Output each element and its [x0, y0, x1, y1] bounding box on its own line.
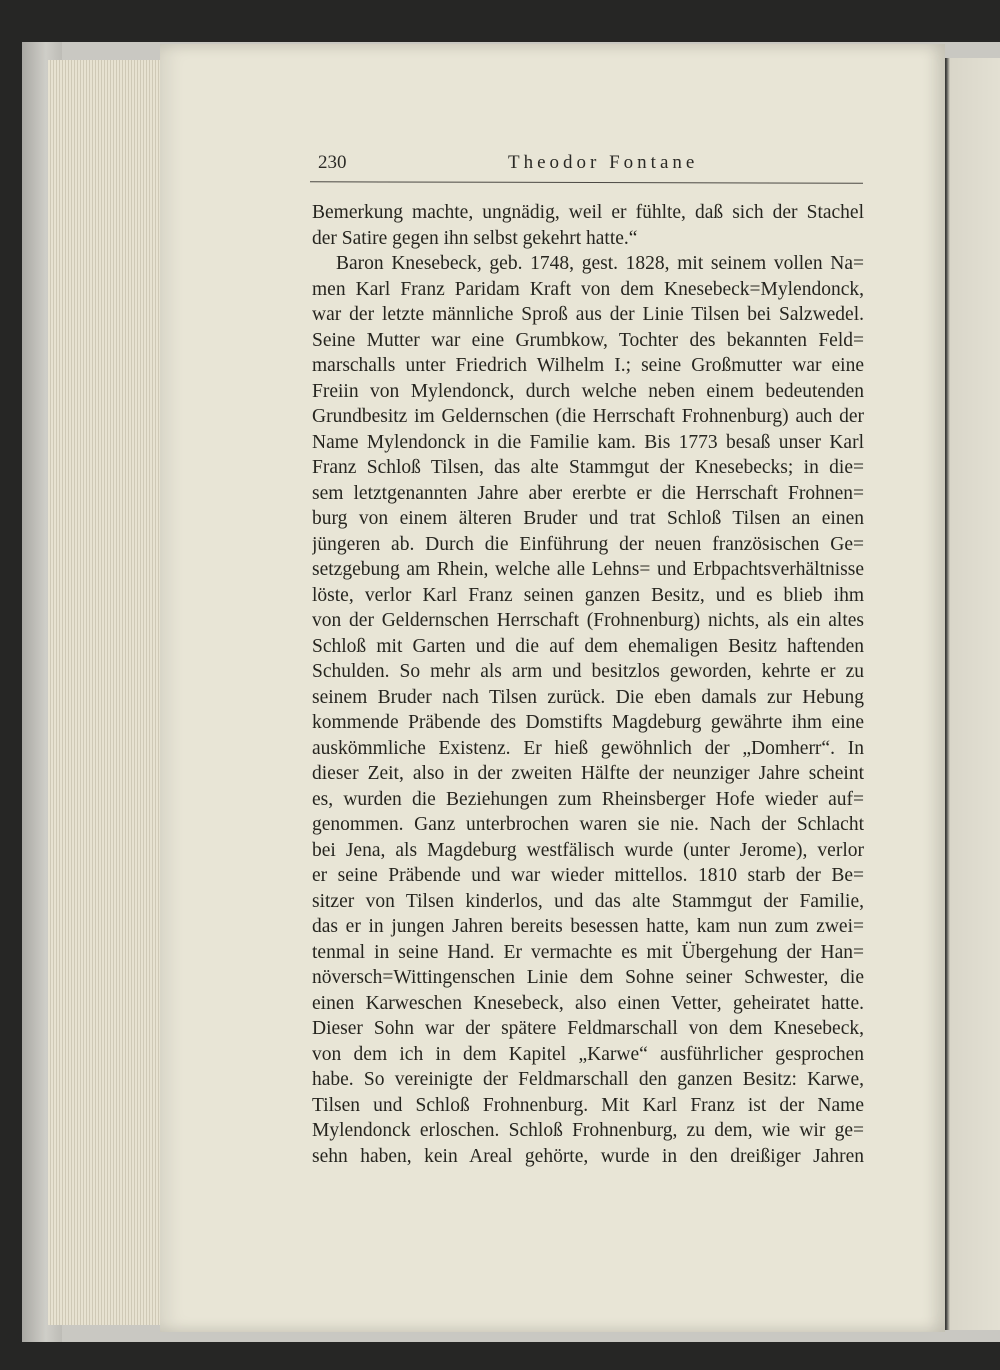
text-line: Freiin von Mylendonck, durch welche neben einem bedeutenden: [312, 380, 864, 402]
text-line: Dieser Sohn war der spätere Feldmarschall von dem Knesebeck,: [312, 1018, 864, 1039]
text-line: der Satire gegen ihn selbst gekehrt hatte.“: [312, 227, 638, 249]
text-line: bei Jena, als Magdeburg westfälisch wurde (unter Jerome), verlor: [312, 839, 864, 861]
text-line: növersch=Wittingenschen Linie dem Sohne seiner Schwester, die: [312, 967, 864, 988]
text-line: Mylendonck erloschen. Schloß Frohnenburg, zu dem, wie wir ge=: [312, 1120, 864, 1141]
text-line: sem letztgenannten Jahre aber ererbte er die Herrschaft Frohnen=: [312, 482, 864, 504]
text-line: Schulden. So mehr als arm und besitzlos geworden, kehrte er zu: [312, 661, 864, 682]
text-line: tenmal in seine Hand. Er vermachte es mit Übergehung der Han=: [312, 941, 864, 963]
text-line: Bemerkung machte, ungnädig, weil er fühlte, daß sich der Stachel: [312, 202, 864, 223]
text-line: löste, verlor Karl Franz seinen ganzen Besitz, und es blieb ihm: [312, 584, 864, 606]
text-line: von der Geldernschen Herrschaft (Frohnenburg) nichts, als ein altes: [312, 610, 864, 631]
page-number: 230: [318, 152, 347, 173]
page-stack-edge: [48, 60, 169, 1325]
text-line: von dem ich in dem Kapitel „Karwe“ ausführlicher gesprochen: [312, 1043, 864, 1065]
text-line: es, wurden die Beziehungen zum Rheinsberger Hofe wieder auf=: [312, 788, 864, 810]
text-line: Tilsen und Schloß Frohnenburg. Mit Karl Franz ist der Name: [312, 1094, 864, 1116]
text-line: Franz Schloß Tilsen, das alte Stammgut der Knesebecks; in die=: [312, 457, 864, 478]
body-text: [312, 200, 864, 1169]
text-line: Seine Mutter war eine Grumbkow, Tochter des bekannten Feld=: [312, 329, 864, 351]
text-line: das er in jungen Jahren bereits besessen hatte, kam nun zum zwei=: [312, 916, 864, 937]
text-line: jüngeren ab. Durch die Einführung der neuen französischen Ge=: [312, 533, 864, 555]
text-line: habe. So vereinigte der Feldmarschall den ganzen Besitz: Karwe,: [312, 1069, 864, 1090]
text-line: Schloß mit Garten und die auf dem ehemaligen Besitz haftenden: [312, 635, 864, 657]
text-line: men Karl Franz Paridam Kraft von dem Knesebeck=Mylendonck,: [312, 278, 864, 300]
text-line: burg von einem älteren Bruder und trat Schloß Tilsen an einen: [312, 508, 864, 529]
text-line: war der letzte männliche Sproß aus der Linie Tilsen bei Salzwedel.: [312, 304, 864, 325]
text-line: sehn haben, kein Areal gehörte, wurde in den dreißiger Jahren: [312, 1145, 864, 1167]
page-header: [318, 152, 864, 184]
text-line: kommende Präbende des Domstifts Magdeburg gewährte ihm eine: [312, 712, 864, 733]
text-line: auskömmliche Existenz. Er hieß gewöhnlich der „Domherr“. In: [312, 737, 864, 759]
text-line: Baron Knesebeck, geb. 1748, gest. 1828, mit seinem vollen Na=: [336, 253, 864, 274]
text-line: genommen. Ganz unterbrochen waren sie nie. Nach der Schlacht: [312, 814, 864, 835]
text-line: sitzer von Tilsen kinderlos, und das alte Stammgut der Familie,: [312, 890, 864, 912]
text-line: einen Karweschen Knesebeck, also einen Vetter, geheiratet hatte.: [312, 992, 864, 1014]
text-line: setzgebung am Rhein, welche alle Lehns= und Erbpachtsverhältnisse: [312, 559, 864, 580]
text-line: Grundbesitz im Geldernschen (die Herrschaft Frohnenburg) auch der: [312, 406, 864, 427]
text-line: dieser Zeit, also in der zweiten Hälfte der neunziger Jahre scheint: [312, 763, 864, 784]
facing-page-edge: [940, 58, 1000, 1330]
text-line: er seine Präbende und war wieder mittellos. 1810 starb der Be=: [312, 865, 864, 886]
text-line: marschalls unter Friedrich Wilhelm I.; seine Großmutter war eine: [312, 355, 864, 376]
text-line: Name Mylendonck in die Familie kam. Bis 1773 besaß unser Karl: [312, 431, 864, 453]
text-line: seinem Bruder nach Tilsen zurück. Die eben damals zur Hebung: [312, 686, 864, 708]
running-head: Theodor Fontane: [508, 152, 699, 173]
